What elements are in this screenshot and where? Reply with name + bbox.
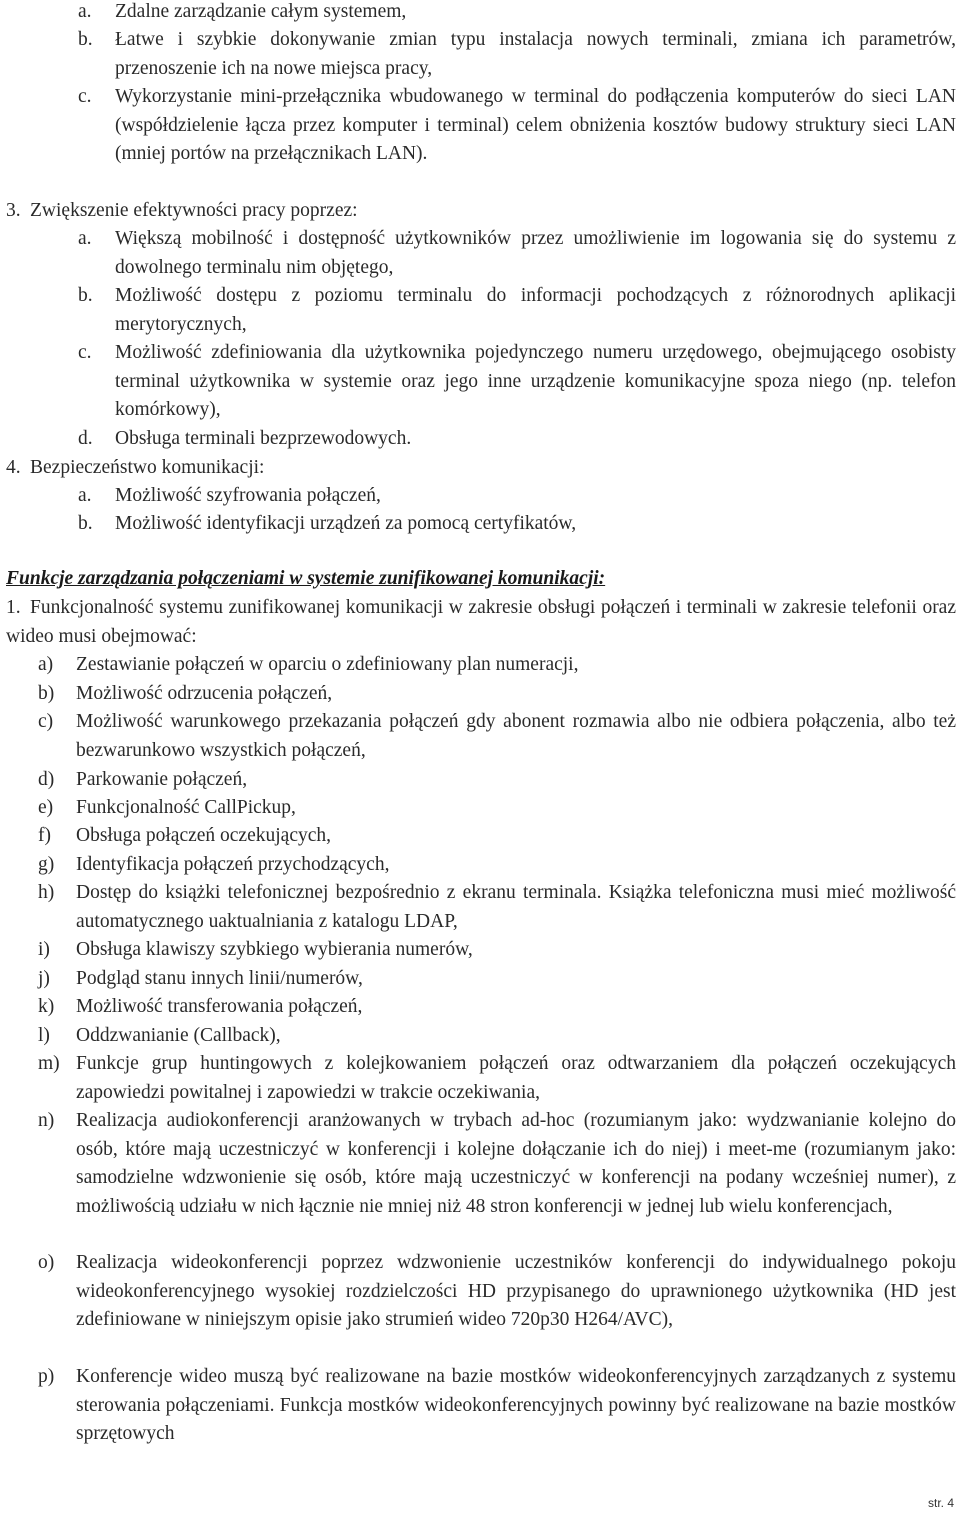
numbered-paragraph — [0, 594, 956, 651]
feature-item — [0, 1050, 956, 1107]
feature-text: Realizacja wideokonferencji poprzez wdzwonienie uczestników konferencji do indywidualnego pokoju wideokonferencyjnego wysokiej rozdzielczości HD przypisanego do uprawnionego użytkownika (HD jest zdefiniowane w niniejszym opisie jako strumień wideo 720p30 H264/AVC), — [76, 1252, 956, 1330]
feature-label: a) — [38, 654, 54, 675]
feature-label: l) — [38, 1025, 50, 1046]
list-item — [0, 425, 956, 454]
list-item-label: c. — [78, 86, 92, 107]
feature-text: Parkowanie połączeń, — [76, 769, 248, 790]
feature-item — [0, 651, 956, 680]
feature-text: Zestawianie połączeń w oparciu o zdefiniowany plan numeracji, — [76, 654, 579, 675]
list-item — [0, 26, 956, 83]
feature-text: Obsługa połączeń oczekujących, — [76, 825, 332, 846]
feature-item — [0, 965, 956, 994]
feature-text: Konferencje wideo muszą być realizowane na bazie mostków wideokonferencyjnych zarządzanych z systemu sterowania połączeniami. Funkcja mostków wideokonferencyjnych powinny być realizowane na bazie mostków sprzętowych — [76, 1366, 956, 1444]
feature-item — [0, 766, 956, 795]
list-item-text: Możliwość szyfrowania połączeń, — [115, 485, 381, 506]
page-number: str. 4 — [927, 1496, 954, 1510]
feature-label: p) — [38, 1366, 55, 1387]
list-item-label: b. — [78, 513, 93, 534]
feature-text: Funkcje grup huntingowych z kolejkowaniem połączeń oraz odtwarzaniem dla połączeń oczekujących zapowiedzi powitalnej i zapowiedzi w trakcie oczekiwania, — [76, 1053, 956, 1103]
feature-label: e) — [38, 797, 54, 818]
list-item — [0, 510, 956, 539]
feature-text: Możliwość transferowania połączeń, — [76, 996, 363, 1017]
paragraph-text: Funkcjonalność systemu zunifikowanej komunikacji w zakresie obsługi połączeń i terminali w zakresie telefonii oraz wideo musi obejmować: — [6, 597, 956, 647]
section-title: Bezpieczeństwo komunikacji: — [30, 457, 265, 478]
list-item — [0, 482, 956, 511]
feature-label: o) — [38, 1252, 55, 1273]
feature-label: h) — [38, 882, 55, 903]
paragraph-number: 1. — [6, 597, 21, 618]
list-item-label: a. — [78, 1, 92, 22]
feature-label: j) — [38, 968, 50, 989]
list-item-label: b. — [78, 29, 93, 50]
feature-label: k) — [38, 996, 55, 1017]
feature-item — [0, 1022, 956, 1051]
list-item-text: Możliwość dostępu z poziomu terminalu do informacji pochodzących z różnorodnych aplikacji merytorycznych, — [115, 285, 956, 335]
list-item-label: d. — [78, 428, 93, 449]
feature-item — [0, 879, 956, 936]
feature-text: Możliwość warunkowego przekazania połączeń gdy abonent rozmawia albo nie odbiera połączenia, albo też bezwarunkowo wszystkich połączeń, — [76, 711, 956, 761]
list-item-label: a. — [78, 485, 92, 506]
list-item-text: Łatwe i szybkie dokonywanie zmian typu instalacja nowych terminali, zmiana ich parametrów, przenoszenie ich na nowe miejsca pracy, — [115, 29, 956, 79]
feature-text: Obsługa klawiszy szybkiego wybierania numerów, — [76, 939, 473, 960]
feature-item — [0, 851, 956, 880]
list-item — [0, 225, 956, 282]
feature-text: Funkcjonalność CallPickup, — [76, 797, 296, 818]
feature-item — [0, 680, 956, 709]
list-item-text: Obsługa terminali bezprzewodowych. — [115, 428, 412, 449]
feature-label: g) — [38, 854, 55, 875]
list-item — [0, 282, 956, 339]
list-item-label: a. — [78, 228, 92, 249]
feature-item — [0, 794, 956, 823]
list-item-text: Możliwość zdefiniowania dla użytkownika pojedynczego numeru urzędowego, obejmującego osobisty terminal użytkownika w systemie oraz jego inne urządzenie komunikacyjne spoza niego (np. telefon komórkowy), — [115, 342, 956, 420]
feature-label: b) — [38, 683, 55, 704]
feature-label: i) — [38, 939, 50, 960]
feature-text: Dostęp do książki telefonicznej bezpośrednio z ekranu terminala. Książka telefoniczna musi mieć możliwość automatycznego uaktualniania z katalogu LDAP, — [76, 882, 956, 932]
feature-label: n) — [38, 1110, 55, 1131]
feature-item — [0, 1107, 956, 1221]
list-item — [0, 339, 956, 425]
list-item-label: b. — [78, 285, 93, 306]
section-number: 4. — [6, 457, 21, 478]
feature-text: Podgląd stanu innych linii/numerów, — [76, 968, 363, 989]
list-item-text: Wykorzystanie mini-przełącznika wbudowanego w terminal do podłączenia komputerów do sieci LAN (współdzielenie łącza przez komputer i terminal) celem obniżenia kosztów budowy struktury sieci LAN (mniej portów na przełącznikach LAN). — [115, 86, 956, 164]
feature-label: m) — [38, 1053, 60, 1074]
list-item — [0, 0, 956, 27]
feature-text: Identyfikacja połączeń przychodzących, — [76, 854, 390, 875]
feature-item — [0, 1249, 956, 1335]
feature-text: Możliwość odrzucenia połączeń, — [76, 683, 333, 704]
feature-label: d) — [38, 769, 55, 790]
feature-item — [0, 936, 956, 965]
feature-label: f) — [38, 825, 51, 846]
section-number: 3. — [6, 200, 21, 221]
list-item-label: c. — [78, 342, 92, 363]
feature-item — [0, 993, 956, 1022]
list-item-text: Zdalne zarządzanie całym systemem, — [115, 1, 407, 22]
feature-item — [0, 708, 956, 765]
feature-text: Oddzwanianie (Callback), — [76, 1025, 281, 1046]
section-header — [0, 197, 956, 226]
list-item-text: Większą mobilność i dostępność użytkowników przez umożliwienie im logowania się do systemu z dowolnego terminalu nim objętego, — [115, 228, 956, 278]
section-heading: Funkcje zarządzania połączeniami w systemie zunifikowanej komunikacji: — [6, 568, 606, 589]
list-item — [0, 83, 956, 169]
section-title: Zwiększenie efektywności pracy poprzez: — [30, 200, 358, 221]
feature-label: c) — [38, 711, 54, 732]
feature-text: Realizacja audiokonferencji aranżowanych w trybach ad-hoc (rozumianym jako: wydzwanianie kolejno do osób, które mają uczestniczyć w konferencji i kolejne dołączanie ich do niej) i meet-me (rozumianym jako: samodzielne wdzwonienie się osób, które mają uczestniczyć w konferencji na podany wcześniej numer), z możliwością udziału w nich łącznie nie mniej niż 48 stron konferencji w jednej lub wielu konferencjach, — [76, 1110, 956, 1217]
feature-item — [0, 822, 956, 851]
feature-item — [0, 1363, 956, 1449]
section-header — [0, 454, 956, 483]
list-item-text: Możliwość identyfikacji urządzeń za pomocą certyfikatów, — [115, 513, 577, 534]
